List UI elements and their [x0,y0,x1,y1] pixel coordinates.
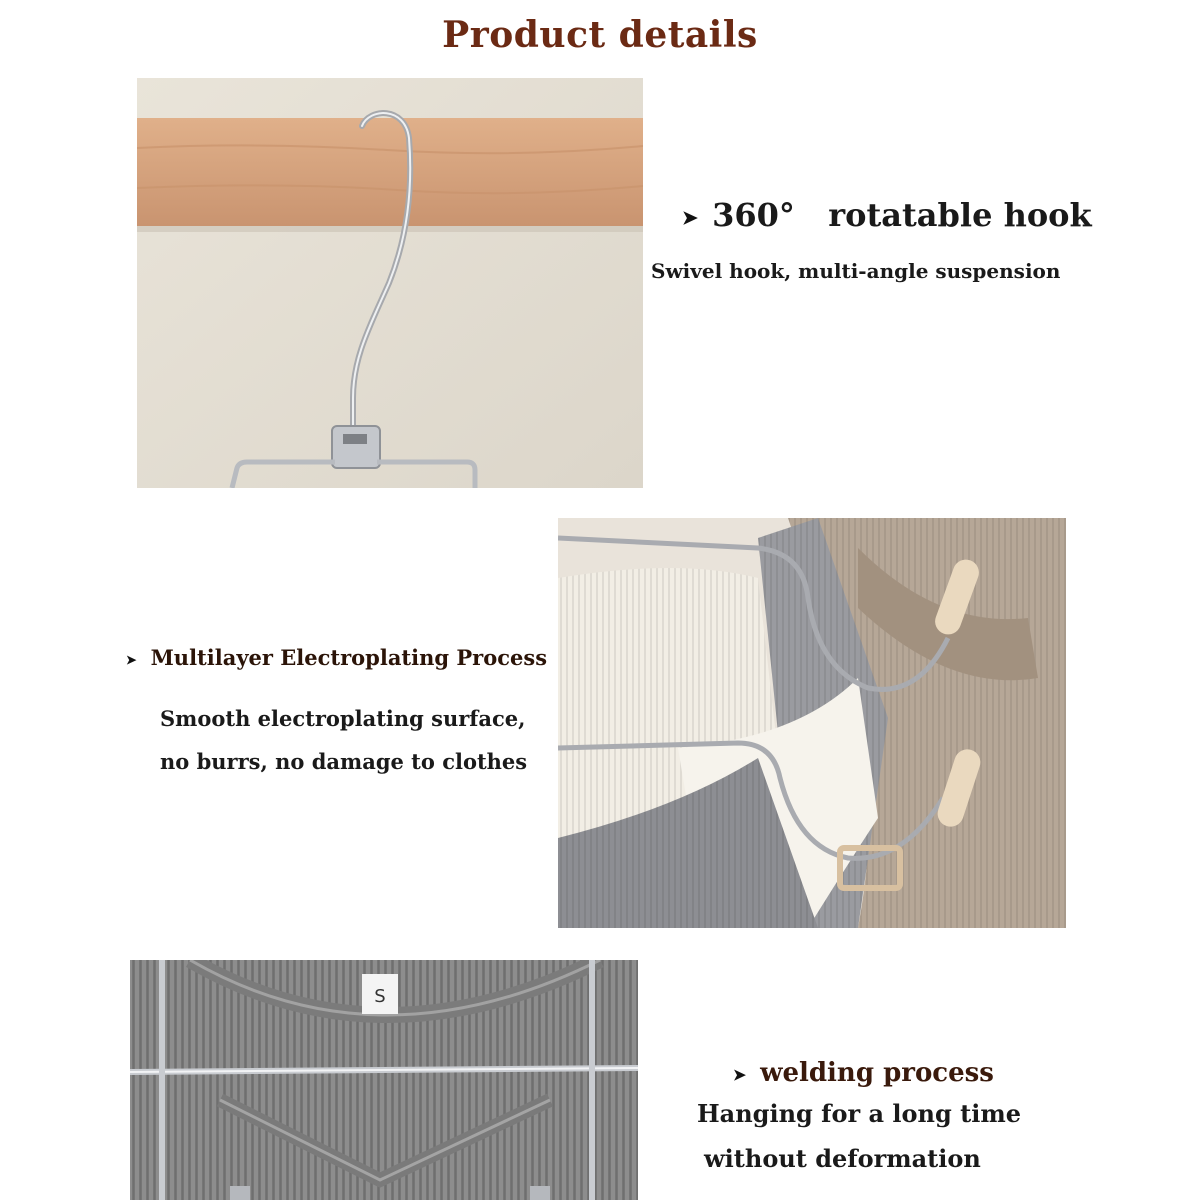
feature-title-welding [733,1058,994,1088]
page-title: Product details [442,14,758,56]
feature-title-rotatable-hook [682,196,1092,234]
feature-title-text: welding process [760,1058,994,1088]
hangers-with-tops-photo [558,518,1066,928]
hook-on-rail-photo [137,78,643,488]
feature-description-line-2: no burrs, no damage to clothes [160,749,528,774]
bullet-arrow-icon: ➤ [126,652,137,667]
feature-title-text: Multilayer Electroplating Process [150,645,548,670]
size-tag-label: S [374,986,386,1007]
bullet-arrow-icon: ➤ [682,206,699,229]
feature-title-electroplating [126,645,547,670]
feature-description-line-2: without deformation [704,1144,981,1173]
feature-description-line-1: Smooth electroplating surface, [160,706,526,731]
feature-title-text: 360° rotatable hook [712,196,1092,234]
welded-hanger-photo [130,960,638,1200]
feature-description: Swivel hook, multi-angle suspension [651,259,1061,283]
bullet-arrow-icon: ➤ [733,1064,747,1084]
feature-description-line-1: Hanging for a long time [697,1099,1021,1128]
